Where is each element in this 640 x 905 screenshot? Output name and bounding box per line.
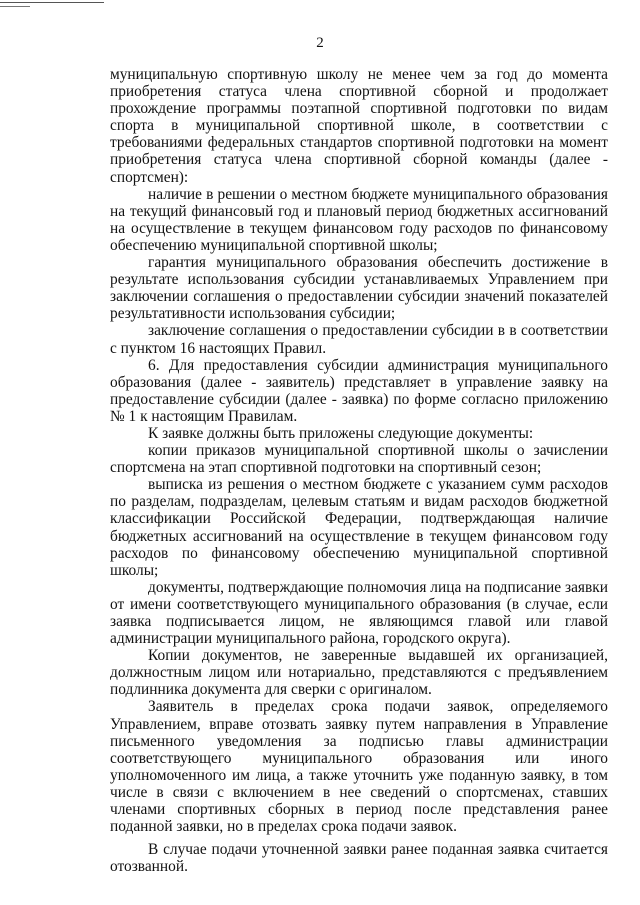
paragraph: копии приказов муниципальной спортивной школы о зачислении спортсмена на этап спортивной подготовки на спортивный сезон;: [110, 442, 608, 477]
corner-line: [0, 6, 30, 7]
paragraph: документы, подтверждающие полномочия лица на подписание заявки от имени соответствующего муниципального образования (в случае, если заявка подписывается лицом, не являющимся главой или главой администрации муниципального района, городского округа).: [110, 578, 608, 648]
paragraph: Копии документов, не заверенные выдавшей их организацией, должностным лицом или нотариально, представляются с предъявлением подлинника документа для сверки с оригиналом.: [110, 647, 608, 699]
document-body: [110, 66, 608, 875]
corner-marks: [0, 0, 110, 12]
page-number: 2: [316, 35, 324, 51]
paragraph: муниципальную спортивную школу не менее чем за год до момента приобретения статуса члена спортивной сборной и продолжает прохождение программы поэтапной спортивной подготовки по видам спорта в муниципальной спортивной школе, в соответствии с требованиями федеральных стандартов спортивной подготовки на момент приобретения статуса члена спортивной сборной команды (далее - спортсмен):: [110, 66, 608, 186]
paragraph: 6. Для предоставления субсидии администрация муниципального образования (далее - заявитель) представляет в управление заявку на предоставление субсидии (далее - заявка) по форме согласно приложению № 1 к настоящим Правилам.: [110, 356, 608, 425]
paragraph: гарантия муниципального образования обеспечить достижение в результате использования субсидии устанавливаемых Управлением при заключении соглашения о предоставлении субсидии значений показателей результативности использования субсидии;: [110, 254, 608, 323]
corner-line: [0, 2, 104, 3]
paragraph: Заявитель в пределах срока подачи заявок, определяемого Управлением, вправе отозвать заявку путем направления в Управление письменного уведомления за подписью главы администрации соответствующего муниципального образования или иного уполномоченного им лица, а также уточнить уже поданную заявку, в том числе в связи с включением в нее сведений о спортсменах, ставших членами спортивных сборных в период после представления ранее поданной заявки, но в пределах срока подачи заявок.: [110, 698, 608, 836]
paragraph: выписка из решения о местном бюджете с указанием сумм расходов по разделам, подразделам, целевым статьям и видам расходов бюджетной классификации Российской Федерации, подтверждающая наличие бюджетных ассигнований на осуществление в текущем финансовом году расходов по финансовому обеспечению муниципальной спортивной школы;: [110, 476, 608, 579]
paragraph: наличие в решении о местном бюджете муниципального образования на текущий финансовый год и плановый период бюджетных ассигнований на осуществление в текущем финансовом году расходов по финансовому обеспечению муниципальной спортивной школы;: [110, 185, 608, 254]
paragraph: К заявке должны быть приложены следующие документы:: [148, 424, 534, 442]
paragraph: В случае подачи уточненной заявки ранее поданная заявка считается отозванной.: [110, 841, 608, 876]
paragraph: заключение соглашения о предоставлении субсидии в в соответствии с пунктом 16 настоящих Правил.: [110, 322, 608, 357]
